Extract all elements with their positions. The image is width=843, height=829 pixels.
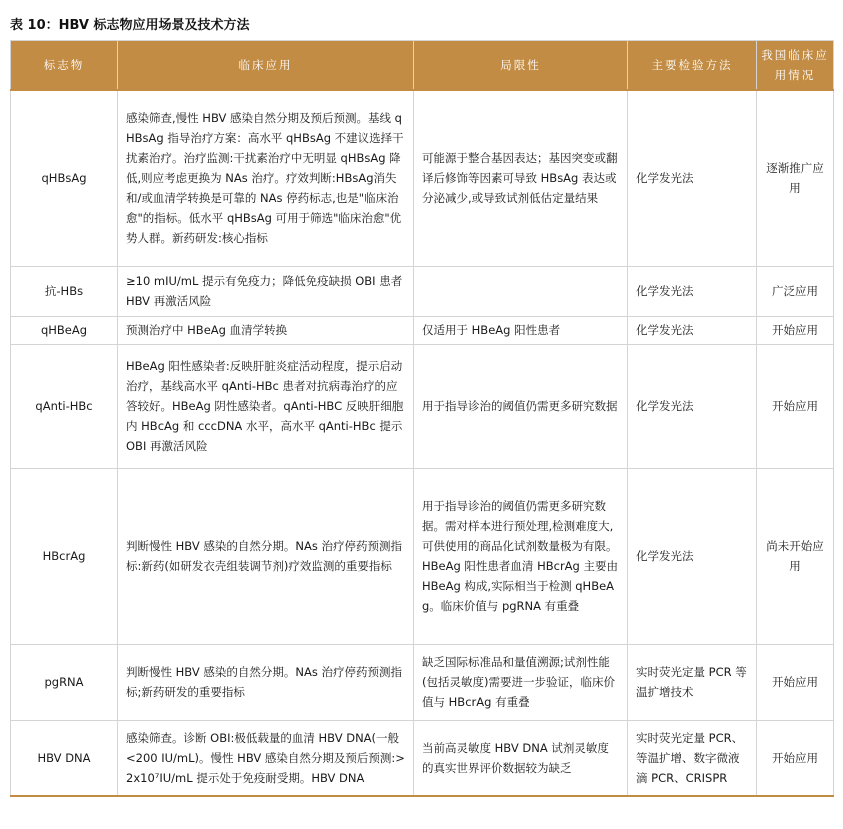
- limitation-cell: [414, 266, 628, 316]
- method-cell: 实时荧光定量 PCR 等温扩增技术: [628, 644, 757, 720]
- status-cell: 尚未开始应用: [757, 468, 834, 644]
- table-caption: 表 10：HBV 标志物应用场景及技术方法: [10, 18, 250, 33]
- table-row: [11, 468, 834, 644]
- header-clinical: 临床应用: [118, 41, 414, 91]
- marker-cell: qAnti-HBc: [11, 344, 118, 468]
- method-cell: 实时荧光定量 PCR、等温扩增、数字微液滴 PCR、CRISPR: [628, 720, 757, 796]
- marker-cell: 抗-HBs: [11, 266, 118, 316]
- clinical-cell: ≥10 mIU/mL 提示有免疫力；降低免疫缺损 OBI 患者 HBV 再激活风险: [118, 266, 414, 316]
- status-cell: 逐渐推广应用: [757, 90, 834, 266]
- status-cell: 开始应用: [757, 644, 834, 720]
- table-row: [11, 644, 834, 720]
- header-row: [11, 41, 834, 91]
- table-row: [11, 316, 834, 344]
- marker-cell: pgRNA: [11, 644, 118, 720]
- header-status: 我国临床应用情况: [757, 41, 834, 91]
- method-cell: 化学发光法: [628, 266, 757, 316]
- limitation-cell: 可能源于整合基因表达；基因突变或翻译后修饰等因素可导致 HBsAg 表达或分泌减少,或导致试剂低估定量结果: [414, 90, 628, 266]
- status-cell: 开始应用: [757, 720, 834, 796]
- method-cell: 化学发光法: [628, 90, 757, 266]
- method-cell: 化学发光法: [628, 316, 757, 344]
- method-cell: 化学发光法: [628, 344, 757, 468]
- marker-cell: qHBeAg: [11, 316, 118, 344]
- status-cell: 开始应用: [757, 316, 834, 344]
- clinical-cell: 感染筛查。诊断 OBI:极低载量的血清 HBV DNA(一般<200 IU/mL)。慢性 HBV 感染自然分期及预后预测:>2x10⁷IU/mL 提示处于免疫耐受期。HBV DNA: [118, 720, 414, 796]
- header-marker: 标志物: [11, 41, 118, 91]
- hbv-marker-table: [10, 40, 834, 797]
- limitation-cell: 当前高灵敏度 HBV DNA 试剂灵敏度的真实世界评价数据较为缺乏: [414, 720, 628, 796]
- table-row: [11, 344, 834, 468]
- limitation-cell: 仅适用于 HBeAg 阳性患者: [414, 316, 628, 344]
- status-cell: 广泛应用: [757, 266, 834, 316]
- clinical-cell: HBeAg 阳性感染者:反映肝脏炎症活动程度，提示启动治疗，基线高水平 qAnti-HBc 患者对抗病毒治疗的应答较好。HBeAg 阴性感染者。qAnti-HBC 反映肝细胞内 HBcAg 和 cccDNA 水平，高水平 qAnti-HBc 提示 OBI 再激活风险: [118, 344, 414, 468]
- status-cell: 开始应用: [757, 344, 834, 468]
- marker-cell: HBcrAg: [11, 468, 118, 644]
- clinical-cell: 感染筛查,慢性 HBV 感染自然分期及预后预测。基线 qHBsAg 指导治疗方案：高水平 qHBsAg 不建议选择干扰素治疗。治疗监测:干扰素治疗中无明显 qHBsAg 降低,则应考虑更换为 NAs 治疗。疗效判断:HBsAg消失和/或血清学转换是可靠的 NAs 停药标志,也是"临床治愈"的指标。低水平 qHBsAg 可用于筛选"临床治愈"优势人群。新药研发:核心指标: [118, 90, 414, 266]
- header-limitation: 局限性: [414, 41, 628, 91]
- limitation-cell: 缺乏国际标准品和量值溯源;试剂性能(包括灵敏度)需要进一步验证，临床价值与 HBcrAg 有重叠: [414, 644, 628, 720]
- method-cell: 化学发光法: [628, 468, 757, 644]
- table-row: [11, 266, 834, 316]
- limitation-cell: 用于指导诊治的阈值仍需更多研究数据: [414, 344, 628, 468]
- clinical-cell: 判断慢性 HBV 感染的自然分期。NAs 治疗停药预测指标:新药(如研发衣壳组装调节剂)疗效监测的重要指标: [118, 468, 414, 644]
- header-method: 主要检验方法: [628, 41, 757, 91]
- clinical-cell: 预测治疗中 HBeAg 血清学转换: [118, 316, 414, 344]
- table-row: [11, 720, 834, 796]
- marker-cell: qHBsAg: [11, 90, 118, 266]
- clinical-cell: 判断慢性 HBV 感染的自然分期。NAs 治疗停药预测指标;新药研发的重要指标: [118, 644, 414, 720]
- marker-cell: HBV DNA: [11, 720, 118, 796]
- table-row: [11, 90, 834, 266]
- limitation-cell: 用于指导诊治的阈值仍需更多研究数据。需对样本进行预处理,检测难度大,可供使用的商品化试剂数量极为有限。HBeAg 阳性患者血清 HBcrAg 主要由 HBeAg 构成,实际相当于检测 qHBeAg。临床价值与 pgRNA 有重叠: [414, 468, 628, 644]
